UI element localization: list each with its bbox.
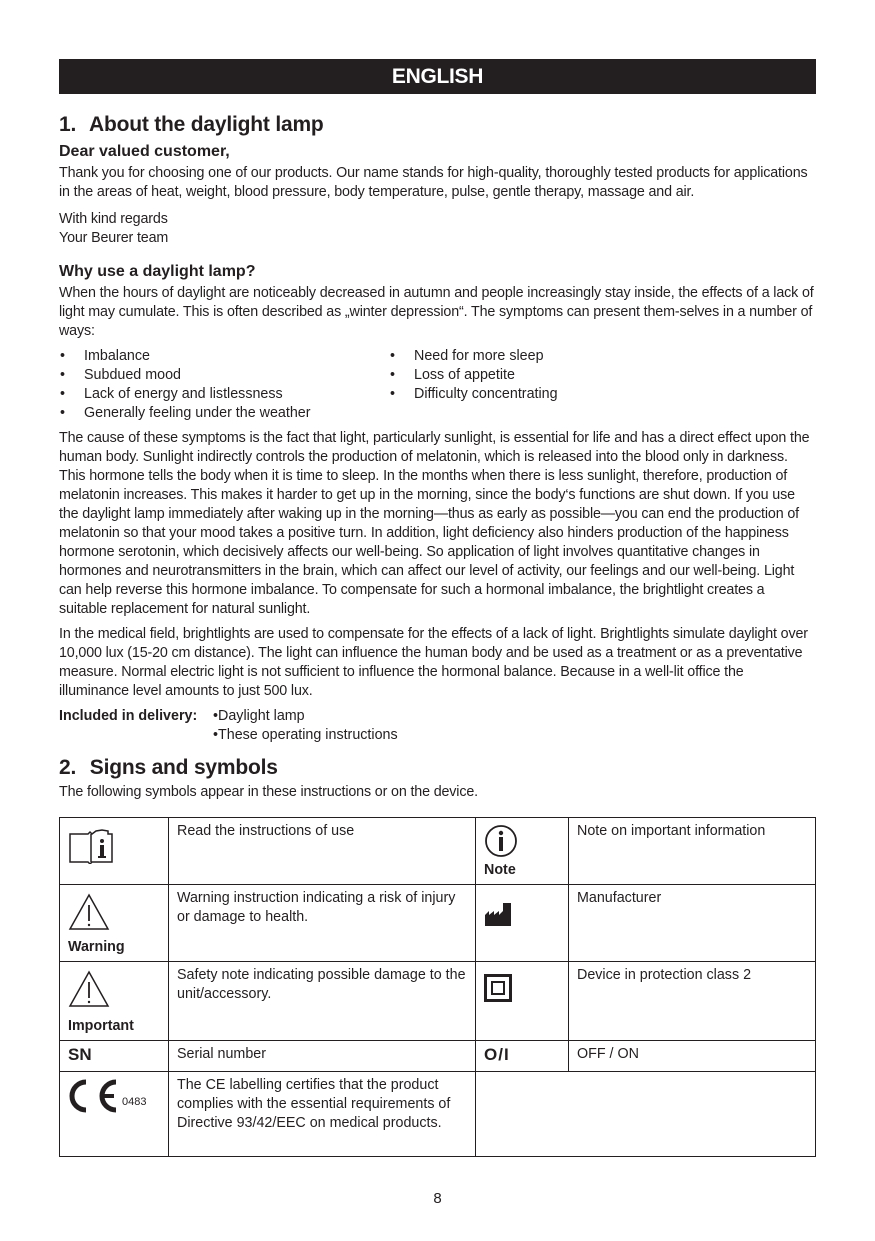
delivery-contents [59,707,816,745]
section-2-number: 2. [59,756,77,779]
manual-page [59,59,816,1157]
symbol-description: Manufacturer [569,885,816,962]
symbol-description: OFF / ON [569,1041,816,1072]
section-2-heading [59,755,816,781]
symptoms-list [59,347,816,423]
symbol-description: Safety note indicating possible damage to the unit/accessory. [169,962,476,1041]
book-info-icon [68,828,114,864]
symbol-description: Serial number [169,1041,476,1072]
regards-line-2: Your Beurer team [59,230,169,246]
symbol-cell [60,818,169,885]
regards-block [59,210,816,248]
symbol-description: Read the instructions of use [169,818,476,885]
delivery-list [213,707,398,745]
empty-cell [476,1072,816,1157]
regards-line-1: With kind regards [59,211,168,227]
greeting-heading: Dear valued customer, [59,143,230,160]
notified-body-number: 0483 [122,1096,147,1108]
symbol-cell [60,1041,169,1072]
delivery-item: • Daylight lamp [213,707,398,726]
table-row [60,1072,816,1157]
serial-number-icon: SN [68,1045,92,1064]
section-1-title: About the daylight lamp [88,113,324,136]
symbol-cell [476,885,569,962]
symptom-item: • Generally feeling under the weather [59,404,389,423]
protection-class-2-icon [484,974,512,1002]
symptom-item: • Imbalance [59,347,389,366]
medical-paragraph: In the medical field, brightlights are used to compensate for the effects of a lack of light. Brightlights simulate daylight over 10,000 lux (15-20 cm distance). The light can influence the human body and be used as a treatment or as a preventative measure. Normal electric light is not sufficient to influence the hormonal balance. Because in a well-lit office the illuminance level amounts to just 500 lux. [59,626,808,699]
symptoms-column-1 [59,347,389,423]
why-paragraph: When the hours of daylight are noticeably decreased in autumn and people increasingly stay inside, the effects of a lack of light may cumulate. This is often described as „winter depression“. The symptoms can present them-selves in a number of ways: [59,285,814,339]
symptom-item: • Subdued mood [59,366,389,385]
symptom-item: • Difficulty concentrating [389,385,558,404]
symbol-label: Warning [68,939,125,955]
info-circle-icon [484,824,518,858]
symbol-cell [476,962,569,1041]
symbols-table [59,817,816,1157]
symptom-item: • Lack of energy and listlessness [59,385,389,404]
symptoms-column-2 [389,347,558,423]
table-row [60,962,816,1041]
table-row [60,1041,816,1072]
symptom-item: • Need for more sleep [389,347,558,366]
symbol-cell [60,1072,169,1157]
symbol-label: Note [484,862,516,878]
symbol-description: Device in protection class 2 [569,962,816,1041]
delivery-label: Included in delivery: [59,708,198,724]
ce-mark-icon [64,1078,120,1114]
why-heading: Why use a daylight lamp? [59,263,256,280]
symbol-description: Note on important information [569,818,816,885]
language-banner: ENGLISH [59,59,816,94]
symbol-cell [60,885,169,962]
table-row [60,818,816,885]
section-1-heading [59,112,816,138]
symbol-description: The CE labelling certifies that the product complies with the essential requirements of Directive 93/42/EEC on medical products. [169,1072,476,1157]
delivery-item: • These operating instructions [213,726,398,745]
on-off-icon: O/I [484,1045,510,1064]
page-number: 8 [433,1190,442,1207]
symbol-cell [476,1041,569,1072]
section-2-title: Signs and symbols [89,756,278,779]
symbols-intro: The following symbols appear in these instructions or on the device. [59,784,478,800]
symbol-label: Important [68,1018,134,1034]
symbol-cell [476,818,569,885]
warning-triangle-icon [68,893,110,931]
cause-paragraph: The cause of these symptoms is the fact that light, particularly sunlight, is essential for life and has a direct effect upon the human body. Sunlight indirectly controls the production of melatonin, which is released into the blood only in darkness. This hormone tells the body when it is time to sleep. In the months when there is less sunlight, therefore, production of melatonin increases. This makes it harder to get up in the morning, since the body‘s functions are shut down. If you use the daylight lamp immediately after waking up in the morning—thus as early as possible—you can end the production of melatonin so that your mood takes a positive turn. In addition, light deficiency also hinders production of the happiness hormone serotonin, which decisively affects our well-being. So application of light involves quantitative changes in hormones and neurotransmitters in the brain, which can affect our level of activity, our feelings and our well-being. Light can help reverse this hormone imbalance. To compensate for such a hormonal imbalance, the brightlight creates a suitable replacement for natural sunlight. [59,430,810,617]
table-row [60,885,816,962]
symbol-description: Warning instruction indicating a risk of injury or damage to health. [169,885,476,962]
symbol-cell [60,962,169,1041]
symptom-item: • Loss of appetite [389,366,558,385]
section-1-number: 1. [59,113,77,136]
warning-triangle-icon [68,970,110,1008]
manufacturer-icon [484,899,512,927]
intro-paragraph: Thank you for choosing one of our products. Our name stands for high-quality, thoroughly tested products for applications in the areas of heat, weight, blood pressure, body temperature, pulse, gentle therapy, massage and air. [59,165,808,200]
